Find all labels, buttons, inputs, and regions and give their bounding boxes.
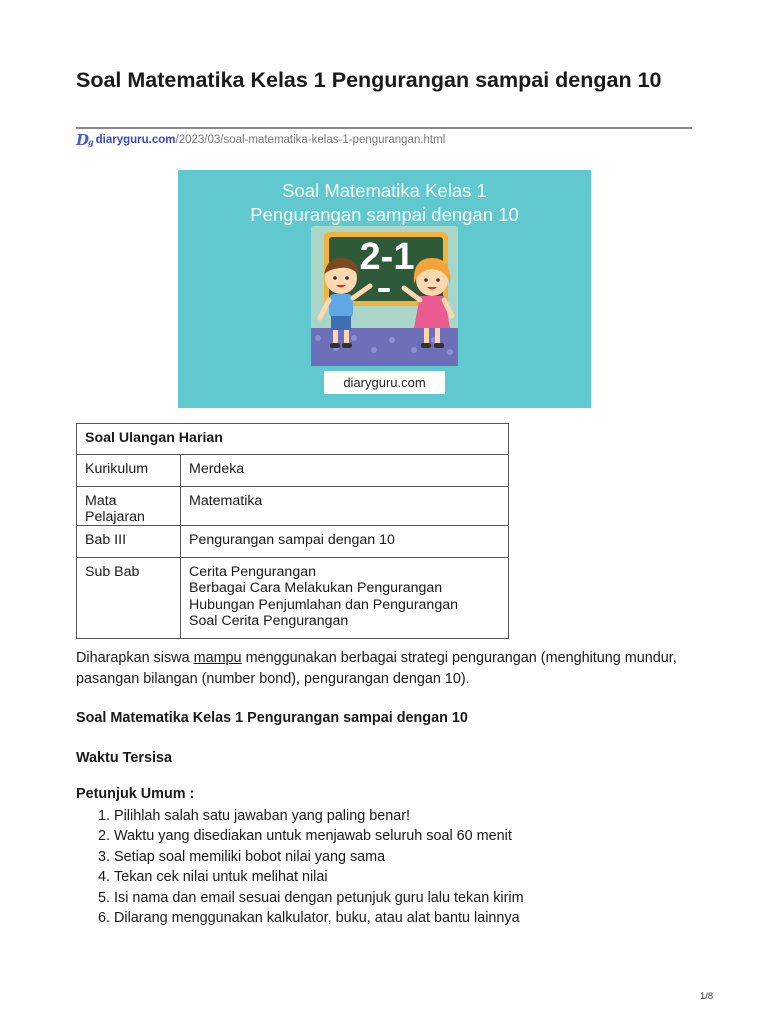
page-title: Soal Matematika Kelas 1 Pengurangan sampai dengan 10 [76, 68, 662, 92]
sub-bab-item: Cerita Pengurangan [189, 564, 316, 580]
list-item: 5. Isi nama dan email sesuai dengan petunjuk guru lalu tekan kirim [114, 888, 524, 908]
list-item: 1. Pilihlah salah satu jawaban yang paling benar! [114, 806, 524, 826]
source-path: /2023/03/soal-matematika-kelas-1-pengurangan.html [175, 134, 446, 146]
source-link[interactable] [96, 134, 446, 146]
source-domain: diaryguru.com [95, 134, 176, 146]
title-divider [76, 127, 692, 129]
list-item: 4. Tekan cek nilai untuk melihat nilai [114, 867, 524, 887]
instructions-list [76, 806, 524, 928]
hero-image [178, 170, 591, 408]
sub-bab-item: Berbagai Cara Melakukan Pengurangan [189, 580, 443, 597]
mampu-link[interactable]: mampu [193, 650, 242, 666]
table-row [77, 487, 509, 526]
instructions-title: Petunjuk Umum : [76, 786, 195, 802]
list-item: 6. Dilarang menggunakan kalkulator, buku, atau alat bantu lainnya [114, 908, 524, 928]
page-number: 1/8 [700, 991, 714, 1002]
list-item: 2. Waktu yang disediakan untuk menjawab seluruh soal 60 menit [114, 826, 524, 846]
intro-text-after: menggunakan berbagai strategi pengurangan (menghitung mundur, pasangan bilangan (number bond), pengurangan dengan 10). [76, 650, 677, 687]
list-item: 3. Setiap soal memiliki bobot nilai yang sama [114, 847, 524, 867]
hero-site-label: diaryguru.com [324, 371, 445, 394]
table-row [77, 526, 509, 558]
source-line [76, 132, 445, 148]
quiz-title: Soal Matematika Kelas 1 Pengurangan sampai dengan 10 [76, 710, 468, 726]
info-table-header-row [77, 424, 509, 455]
intro-paragraph [76, 648, 692, 690]
row-value-mata-pelajaran: Matematika [181, 487, 509, 526]
info-table [76, 423, 509, 639]
timer-label: Waktu Tersisa [76, 750, 172, 766]
info-table-header: Soal Ulangan Harian [77, 424, 509, 455]
row-value-sub-bab [181, 558, 509, 639]
table-row [77, 455, 509, 487]
sub-bab-item: Hubungan Penjumlahan dan Pengurangan [189, 596, 458, 613]
chalkboard-text: 2-1 [359, 236, 415, 278]
row-value-kurikulum: Merdeka [181, 455, 509, 487]
row-label-kurikulum: Kurikulum [77, 455, 181, 487]
diaryguru-logo-icon: Dg [76, 131, 93, 149]
intro-text-before: Diharapkan siswa [76, 650, 194, 666]
table-row [77, 558, 509, 639]
row-label-mata-pelajaran: Mata Pelajaran [77, 487, 181, 526]
hero-title-line-2: Pengurangan sampai dengan 10 [250, 204, 519, 225]
row-label-bab: Bab III [77, 526, 181, 558]
sub-bab-item: Soal Cerita Pengurangan [189, 613, 349, 630]
hero-title-line-1: Soal Matematika Kelas 1 [282, 180, 487, 201]
row-label-sub-bab: Sub Bab [77, 558, 181, 639]
row-value-bab: Pengurangan sampai dengan 10 [181, 526, 509, 558]
